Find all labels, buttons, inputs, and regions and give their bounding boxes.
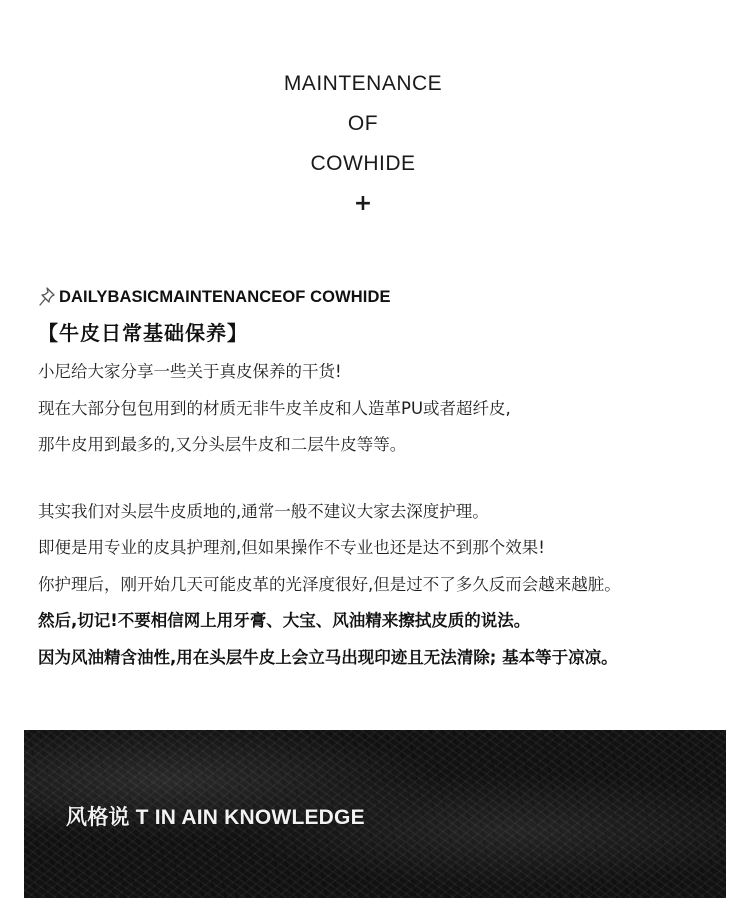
warning-line xyxy=(38,603,728,640)
heading-block xyxy=(0,64,726,224)
text-line: 小尼给大家分享一些关于真皮保养的干货! xyxy=(38,362,342,381)
text-line: 你护理后，刚开始几天可能皮革的光泽度很好,但是过不了多久反而会越来越脏。 xyxy=(38,574,621,594)
section-subtitle: DAILYBASICMAINTENANCEOF COWHIDE xyxy=(59,287,391,306)
leather-texture-image xyxy=(24,730,726,898)
warning-prefix: 然后, xyxy=(38,611,78,630)
heading-line-maintenance: MAINTENANCE xyxy=(283,72,443,95)
article-content xyxy=(38,282,728,676)
text-line: 其实我们对头层牛皮质地的,通常一般不建议大家去深度护理。 xyxy=(38,501,489,521)
pushpin-icon xyxy=(38,286,58,308)
image-caption: 风格说 T IN AIN KNOWLEDGE xyxy=(66,806,365,829)
text-line: 即便是用专业的皮具护理剂,但如果操作不专业也还是达不到那个效果! xyxy=(38,538,545,557)
plus-sign: + xyxy=(353,191,373,216)
subtitle-row xyxy=(38,282,728,312)
paragraph-intro xyxy=(38,354,728,464)
text-line: 那牛皮用到最多的,又分头层牛皮和二层牛皮等等。 xyxy=(38,435,407,454)
heading-line-cowhide: COWHIDE xyxy=(310,152,416,175)
warning-reason: 因为风油精含油性,用在头层牛皮上会立马出现印迹且无法清除; 基本等于凉凉。 xyxy=(38,647,618,667)
paragraph-advice xyxy=(38,494,728,677)
text-line: 现在大部分包包用到的材质无非牛皮羊皮和人造革PU或者超纤皮, xyxy=(38,398,511,418)
heading-line-of: OF xyxy=(347,112,379,135)
section-title: 【牛皮日常基础保养】 xyxy=(38,321,248,345)
warning-text: 切记!不要相信网上用牙膏、大宝、风油精来擦拭皮质的说法。 xyxy=(77,611,531,630)
